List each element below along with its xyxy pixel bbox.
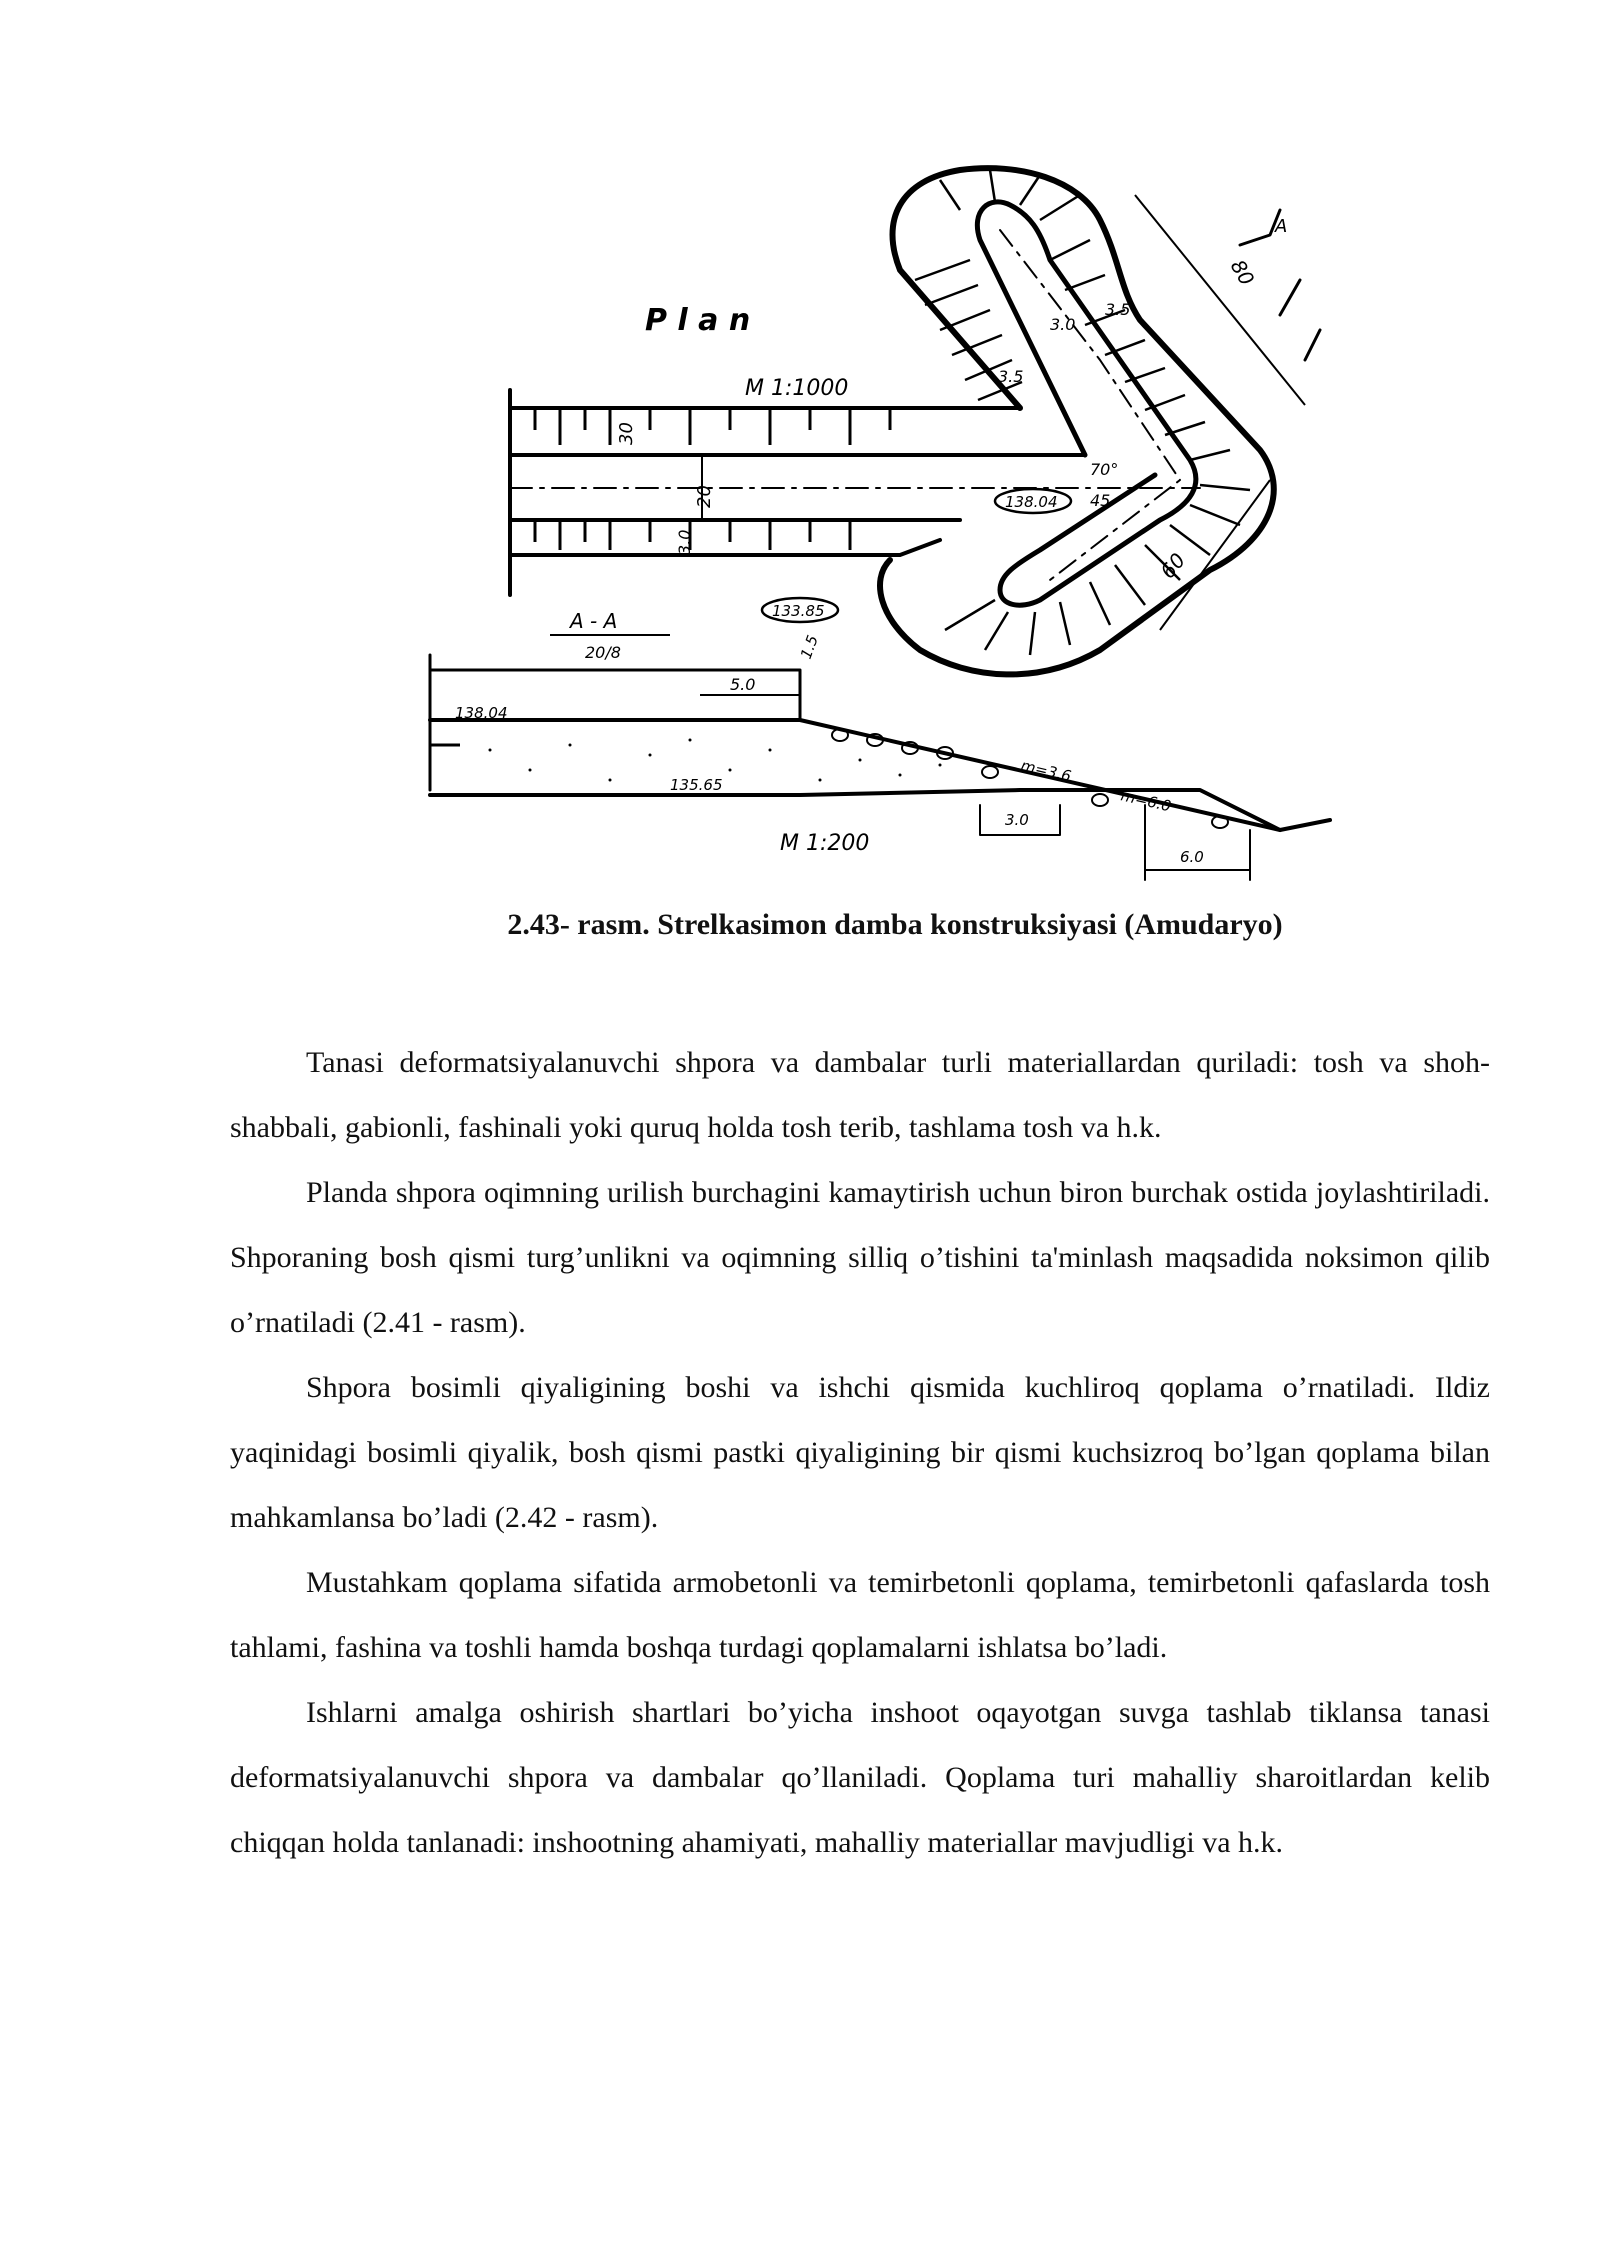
- toe-6-0-label: 6.0: [1180, 848, 1204, 866]
- dim-60-label: 60: [1155, 548, 1191, 584]
- slope-m2-label: m=6.0: [1119, 786, 1173, 816]
- toe-6-0-dim: [1145, 805, 1250, 880]
- dam-outer-edge-bottom: [510, 540, 940, 555]
- body-text: [230, 1030, 1490, 1875]
- crest-width-label: 5.0: [730, 675, 756, 694]
- elev-crest-label: 138.04: [455, 704, 508, 722]
- section-a-marker: A: [1275, 216, 1288, 237]
- head-hatching: [915, 170, 1250, 655]
- paragraph: Ishlarni amalga oshirish shartlari bo’yicha inshoot oqayotgan suvga tashlab tiklansa tanasi deformatsiyalanuvchi shpora va dambalar qo’llaniladi. Qoplama turi mahalliy sharoitlardan kelib chiqqan holda tanlanadi: inshootning ahamiyati, mahalliy materiallar mavjudligi va h.k.: [230, 1696, 1490, 1859]
- plan-title: P l a n: [645, 303, 751, 338]
- paragraph: Shpora bosimli qiyaligining boshi va ishchi qismida kuchliroq qoplama o’rnatiladi. Ildiz yaqinidagi bosimli qiyalik, bosh qismi pastki qiyaligining bir qismi kuchsizroq bo’lgan qoplama bilan mahkamlansa bo’ladi (2.42 - rasm).: [230, 1371, 1490, 1534]
- section-ratio: 20/8: [585, 643, 621, 662]
- rise-label: 1.5: [796, 632, 822, 662]
- dim-3-0-label: 3.0: [675, 529, 694, 555]
- elev-plan-1-label: 138.04: [1005, 493, 1058, 511]
- elev-plan-2-label: 133.85: [772, 602, 825, 620]
- plan-view: [510, 168, 1320, 674]
- paragraph: Mustahkam qoplama sifatida armobetonli va temirbetonli qoplama, temirbetonli qafaslarda tosh tahlami, fashina va toshli hamda boshqa turdagi qoplamalarni ishlatsa bo’ladi.: [230, 1566, 1490, 1664]
- section-title: A - A: [570, 609, 618, 633]
- paragraph: Tanasi deformatsiyalanuvchi shpora va dambalar turli materiallardan quriladi: tosh va shoh-shabbali, gabionli, fashinali yoki quruq holda tosh terib, tashlama tosh va h.k.: [230, 1046, 1490, 1144]
- figure-caption: 2.43- rasm. Strelkasimon damba konstruksiyasi (Amudaryo): [507, 908, 1283, 941]
- dim-bend-3-5-label: 3.5: [998, 367, 1024, 386]
- dim-80-label: 80: [1225, 255, 1260, 290]
- dim-top-3-5-label: 3.5: [1105, 300, 1131, 319]
- head-outer-contour: [880, 168, 1274, 674]
- slope-ticks-top: [535, 410, 890, 445]
- dim-30-label: 30: [616, 422, 637, 445]
- dam-drawing: [400, 150, 1350, 890]
- plan-scale: M 1:1000: [745, 376, 849, 401]
- dim-top-3-0-label: 3.0: [1050, 315, 1076, 334]
- angle-45-label: 45: [1090, 491, 1111, 510]
- section-view: [430, 609, 1330, 880]
- slope-m1-label: m=3.6: [1019, 756, 1073, 786]
- elev-base-label: 135.65: [670, 776, 723, 794]
- paragraph: Planda shpora oqimning urilish burchagini kamaytirish uchun biron burchak ostida joylashtiriladi. Shporaning bosh qismi turg’unlikni va oqimning silliq o’tishini ta'minlash maqsadida noksimon qilib o’rnatiladi (2.41 - rasm).: [230, 1176, 1490, 1339]
- dim-20-label: 20: [694, 485, 715, 508]
- toe-3-0-label: 3.0: [1005, 811, 1029, 829]
- dam-construction-figure: [400, 150, 1350, 890]
- angle-70-label: 70°: [1090, 460, 1119, 479]
- section-scale: M 1:200: [780, 831, 870, 856]
